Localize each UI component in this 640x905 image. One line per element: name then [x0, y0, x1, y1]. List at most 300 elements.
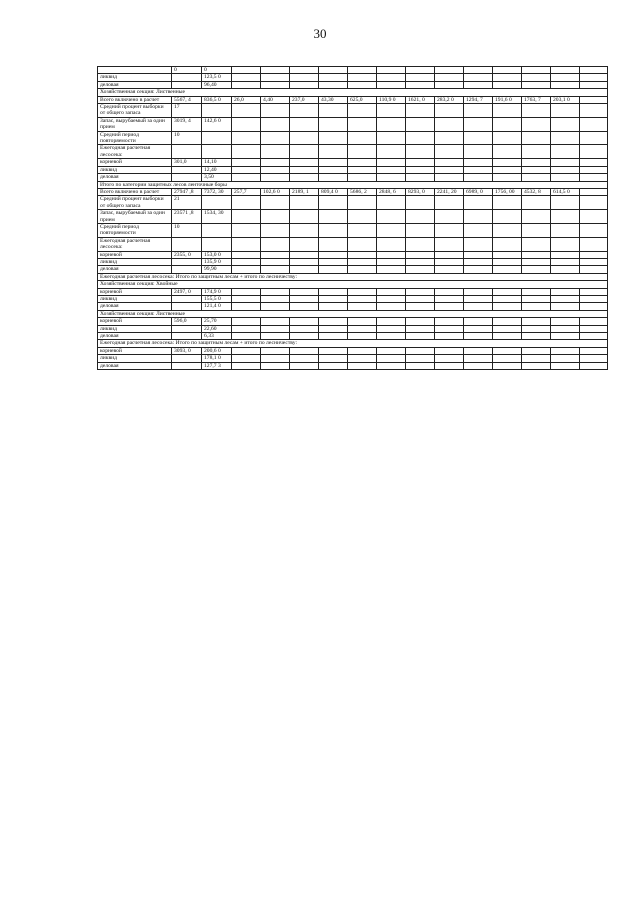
table-cell [522, 117, 551, 131]
table-cell [232, 67, 261, 74]
table-cell [406, 196, 435, 210]
table-cell [464, 104, 493, 118]
table-cell [377, 303, 406, 310]
table-cell: 25,70 [202, 318, 232, 325]
table-cell: 4532, 8 [522, 188, 551, 195]
table-cell [202, 145, 232, 159]
table-cell [202, 237, 232, 251]
table-row [98, 318, 608, 325]
table-cell: 121,4 0 [202, 303, 232, 310]
table-cell [348, 81, 377, 88]
table-cell [290, 81, 319, 88]
table-cell [348, 117, 377, 131]
row-label: корневой [98, 318, 172, 325]
table-cell [522, 251, 551, 258]
page-number: 30 [313, 26, 327, 41]
table-cell [348, 223, 377, 237]
table-cell [377, 288, 406, 295]
table-cell [580, 347, 608, 354]
table-cell [261, 174, 290, 181]
section-title: Ежегодная расчетная лесосека: Итого по защитным лесам + итого по лесничеству: [98, 273, 608, 280]
table-cell [348, 362, 377, 369]
table-cell [493, 117, 522, 131]
table-row [98, 288, 608, 295]
row-label: ликвид [98, 258, 172, 265]
table-cell: 5686, 2 [348, 188, 377, 195]
table-cell: 809,4 0 [319, 188, 348, 195]
table-cell [464, 67, 493, 74]
table-cell [232, 104, 261, 118]
table-cell [261, 166, 290, 173]
table-cell: 1534, 30 [202, 210, 232, 224]
table-cell [232, 74, 261, 81]
table-cell [172, 145, 202, 159]
table-cell [406, 104, 435, 118]
table-cell [290, 159, 319, 166]
table-cell [464, 237, 493, 251]
table-cell [464, 210, 493, 224]
table-cell [172, 333, 202, 340]
row-label: ликвид [98, 74, 172, 81]
table-cell [377, 74, 406, 81]
table-cell [522, 288, 551, 295]
table-cell [406, 159, 435, 166]
table-cell: 1756, 00 [493, 188, 522, 195]
table-cell [522, 318, 551, 325]
table-cell [493, 288, 522, 295]
table-cell: 2189, 1 [290, 188, 319, 195]
table-cell [406, 74, 435, 81]
table-cell [464, 145, 493, 159]
table-cell: 43,30 [319, 96, 348, 103]
table-row [98, 266, 608, 273]
table-cell [290, 362, 319, 369]
table-cell [261, 104, 290, 118]
row-label: Всего включено в расчет [98, 188, 172, 195]
table-cell [464, 258, 493, 265]
table-cell [232, 347, 261, 354]
table-cell [290, 67, 319, 74]
row-label: деловая [98, 81, 172, 88]
table-cell [232, 237, 261, 251]
table-cell [406, 67, 435, 74]
table-cell [261, 74, 290, 81]
table-cell [290, 251, 319, 258]
table-cell [522, 166, 551, 173]
table-cell [348, 74, 377, 81]
table-row [98, 67, 608, 74]
table-cell [464, 355, 493, 362]
table-cell [435, 237, 464, 251]
table-cell [551, 347, 580, 354]
table-cell [435, 362, 464, 369]
table-cell [172, 362, 202, 369]
row-label: корневой [98, 288, 172, 295]
section-row [98, 310, 608, 317]
table-cell: 178,1 0 [202, 355, 232, 362]
table-cell [348, 288, 377, 295]
table-cell [172, 258, 202, 265]
row-label: деловая [98, 266, 172, 273]
table-cell [290, 318, 319, 325]
table-cell [493, 196, 522, 210]
table-cell: 10 [172, 223, 202, 237]
table-cell [551, 131, 580, 145]
table-cell [319, 266, 348, 273]
table-cell [493, 74, 522, 81]
table-cell [319, 288, 348, 295]
table-cell [232, 333, 261, 340]
table-cell [522, 174, 551, 181]
table-cell [232, 355, 261, 362]
table-cell [377, 131, 406, 145]
row-label: Средний период повторяемости [98, 131, 172, 145]
table-cell [290, 347, 319, 354]
table-row [98, 347, 608, 354]
table-cell [290, 333, 319, 340]
table-cell [464, 318, 493, 325]
section-row [98, 273, 608, 280]
table-cell [435, 355, 464, 362]
table-cell [493, 81, 522, 88]
table-cell [435, 318, 464, 325]
table-row [98, 210, 608, 224]
table-row [98, 131, 608, 145]
table-cell [493, 347, 522, 354]
table-cell [580, 325, 608, 332]
table-cell [290, 266, 319, 273]
table-row [98, 145, 608, 159]
row-label: ликвид [98, 296, 172, 303]
table-cell [493, 258, 522, 265]
table-cell [551, 333, 580, 340]
table-cell [580, 333, 608, 340]
table-cell [435, 131, 464, 145]
table-cell [406, 333, 435, 340]
table-cell [522, 333, 551, 340]
table-cell: 22,60 [202, 325, 232, 332]
table-cell: 0 [202, 67, 232, 74]
row-label: деловая [98, 362, 172, 369]
row-label: Всего включено в расчет [98, 96, 172, 103]
table-row [98, 174, 608, 181]
table-cell [261, 266, 290, 273]
table-cell [406, 81, 435, 88]
table-cell [580, 223, 608, 237]
table-cell [435, 74, 464, 81]
table-cell [551, 67, 580, 74]
table-cell: 10 [172, 131, 202, 145]
table-cell [377, 296, 406, 303]
table-cell [290, 196, 319, 210]
table-cell [348, 333, 377, 340]
table-cell [464, 333, 493, 340]
table-cell [551, 210, 580, 224]
table-cell [522, 210, 551, 224]
table-cell [493, 251, 522, 258]
table-cell [580, 159, 608, 166]
table-cell [551, 355, 580, 362]
table-cell: 96,40 [202, 81, 232, 88]
table-cell [377, 159, 406, 166]
table-cell: 142,6 0 [202, 117, 232, 131]
table-cell [232, 166, 261, 173]
table-cell [290, 174, 319, 181]
table-cell [232, 288, 261, 295]
table-cell: 3093, 0 [172, 347, 202, 354]
table-cell [232, 210, 261, 224]
table-cell [261, 325, 290, 332]
table-cell [290, 303, 319, 310]
table-cell [493, 362, 522, 369]
table-cell [261, 318, 290, 325]
table-cell: 2848, 6 [377, 188, 406, 195]
table-cell [172, 296, 202, 303]
table-row [98, 258, 608, 265]
table-cell [464, 174, 493, 181]
table-cell [290, 288, 319, 295]
table-cell [261, 288, 290, 295]
table-cell [493, 333, 522, 340]
table-cell [232, 131, 261, 145]
table-cell [580, 355, 608, 362]
table-cell [551, 258, 580, 265]
table-cell [319, 131, 348, 145]
table-cell [551, 104, 580, 118]
table-cell [435, 347, 464, 354]
table-cell [435, 166, 464, 173]
table-cell [261, 237, 290, 251]
table-cell [261, 296, 290, 303]
table-cell [435, 174, 464, 181]
table-cell [435, 288, 464, 295]
table-row [98, 104, 608, 118]
table-cell [406, 174, 435, 181]
table-cell [202, 223, 232, 237]
table-cell [551, 117, 580, 131]
table-cell: 237,0 [290, 96, 319, 103]
table-cell: 8293, 0 [406, 188, 435, 195]
table-cell [493, 266, 522, 273]
table-cell [464, 223, 493, 237]
table-row [98, 166, 608, 173]
table-cell: 257,7 [232, 188, 261, 195]
table-cell [493, 355, 522, 362]
table-cell [580, 237, 608, 251]
table-cell [435, 296, 464, 303]
table-cell [377, 333, 406, 340]
table-cell [551, 325, 580, 332]
table-cell [580, 81, 608, 88]
table-cell [290, 296, 319, 303]
table-cell [172, 74, 202, 81]
table-row [98, 251, 608, 258]
table-cell [261, 347, 290, 354]
table-cell: 2497, 0 [172, 288, 202, 295]
table-cell [551, 196, 580, 210]
table-cell [319, 223, 348, 237]
table-cell: 155,5 0 [202, 296, 232, 303]
table-cell [261, 251, 290, 258]
table-cell [261, 81, 290, 88]
table-cell [377, 347, 406, 354]
table-cell [348, 196, 377, 210]
table-cell [261, 333, 290, 340]
table-cell: 21 [172, 196, 202, 210]
table-cell [464, 303, 493, 310]
table-cell [377, 318, 406, 325]
row-label: корневой [98, 251, 172, 258]
table-cell [319, 74, 348, 81]
table-cell [406, 251, 435, 258]
forest-table [97, 66, 608, 370]
table-cell [551, 74, 580, 81]
table-cell [522, 266, 551, 273]
table-cell [348, 67, 377, 74]
table-cell: 153,0 0 [202, 251, 232, 258]
table-cell [202, 131, 232, 145]
table-cell [172, 325, 202, 332]
table-cell [319, 166, 348, 173]
table-cell: 12,40 [202, 166, 232, 173]
table-cell [464, 325, 493, 332]
table-cell [493, 159, 522, 166]
table-cell [232, 174, 261, 181]
table-cell [435, 67, 464, 74]
table-row [98, 303, 608, 310]
table-cell [493, 174, 522, 181]
table-cell [232, 251, 261, 258]
table-cell [348, 251, 377, 258]
table-cell [522, 355, 551, 362]
table-cell [348, 355, 377, 362]
table-cell: 17 [172, 104, 202, 118]
table-cell [464, 81, 493, 88]
table-cell [348, 131, 377, 145]
table-cell [348, 318, 377, 325]
row-label: Средний процент выборки от общего запаса [98, 196, 172, 210]
table-cell [551, 318, 580, 325]
table-cell [377, 104, 406, 118]
table-cell: 127,7 3 [202, 362, 232, 369]
section-title: Хозяйственная секция: Лиственные [98, 310, 608, 317]
table-cell [551, 237, 580, 251]
table-cell [551, 303, 580, 310]
table-cell [172, 166, 202, 173]
table-cell [551, 159, 580, 166]
table-cell: 135,9 0 [202, 258, 232, 265]
table-cell: 596,0 [172, 318, 202, 325]
table-cell [580, 296, 608, 303]
table-cell [319, 296, 348, 303]
table-cell [261, 362, 290, 369]
table-cell: 301,0 [172, 159, 202, 166]
table-cell [406, 362, 435, 369]
table-cell [290, 237, 319, 251]
table-cell [406, 303, 435, 310]
table-cell [232, 223, 261, 237]
table-cell [348, 145, 377, 159]
table-row [98, 237, 608, 251]
table-cell [580, 74, 608, 81]
table-cell [493, 166, 522, 173]
table-cell [464, 362, 493, 369]
table-cell [261, 145, 290, 159]
table-cell [377, 145, 406, 159]
row-label: деловая [98, 333, 172, 340]
table-cell [580, 145, 608, 159]
table-cell [551, 296, 580, 303]
table-cell [232, 145, 261, 159]
table-cell [580, 166, 608, 173]
row-label: ликвид [98, 166, 172, 173]
table-cell: 614,5 0 [551, 188, 580, 195]
table-cell [348, 258, 377, 265]
section-title: Хозяйственная секция: Хвойные [98, 281, 608, 288]
table-cell [406, 296, 435, 303]
table-cell [319, 196, 348, 210]
table-cell: 625,0 [348, 96, 377, 103]
table-cell [464, 166, 493, 173]
table-cell [261, 67, 290, 74]
table-cell [522, 303, 551, 310]
table-cell [319, 81, 348, 88]
table-cell [580, 188, 608, 195]
table-cell [348, 166, 377, 173]
row-label: Запас, вырубаемый за один прием [98, 210, 172, 224]
table-cell [551, 362, 580, 369]
table-cell [522, 74, 551, 81]
table-cell: 3,50 [202, 174, 232, 181]
table-cell [493, 145, 522, 159]
table-cell [348, 347, 377, 354]
table-row [98, 96, 608, 103]
table-cell [319, 174, 348, 181]
table-row [98, 355, 608, 362]
table-cell [522, 223, 551, 237]
table-cell [551, 223, 580, 237]
table-cell [406, 117, 435, 131]
table-cell [406, 318, 435, 325]
table-cell [348, 325, 377, 332]
table-cell [377, 174, 406, 181]
table-cell [435, 196, 464, 210]
table-cell [464, 347, 493, 354]
table-cell [290, 223, 319, 237]
row-label: корневой [98, 347, 172, 354]
table-cell [377, 81, 406, 88]
table-cell [406, 288, 435, 295]
table-cell [319, 355, 348, 362]
table-body [98, 67, 608, 370]
table-cell [580, 210, 608, 224]
table-cell [522, 347, 551, 354]
table-cell [232, 258, 261, 265]
table-row [98, 81, 608, 88]
table-cell [580, 318, 608, 325]
table-cell [435, 210, 464, 224]
table-cell [435, 251, 464, 258]
section-title: Итого по категории защитных лесов ленточные боры [98, 181, 608, 188]
table-cell [580, 174, 608, 181]
table-cell [319, 145, 348, 159]
section-row [98, 181, 608, 188]
table-cell [551, 145, 580, 159]
table-cell: 203,1 0 [551, 96, 580, 103]
table-cell [435, 81, 464, 88]
table-cell [435, 104, 464, 118]
table-cell [551, 174, 580, 181]
